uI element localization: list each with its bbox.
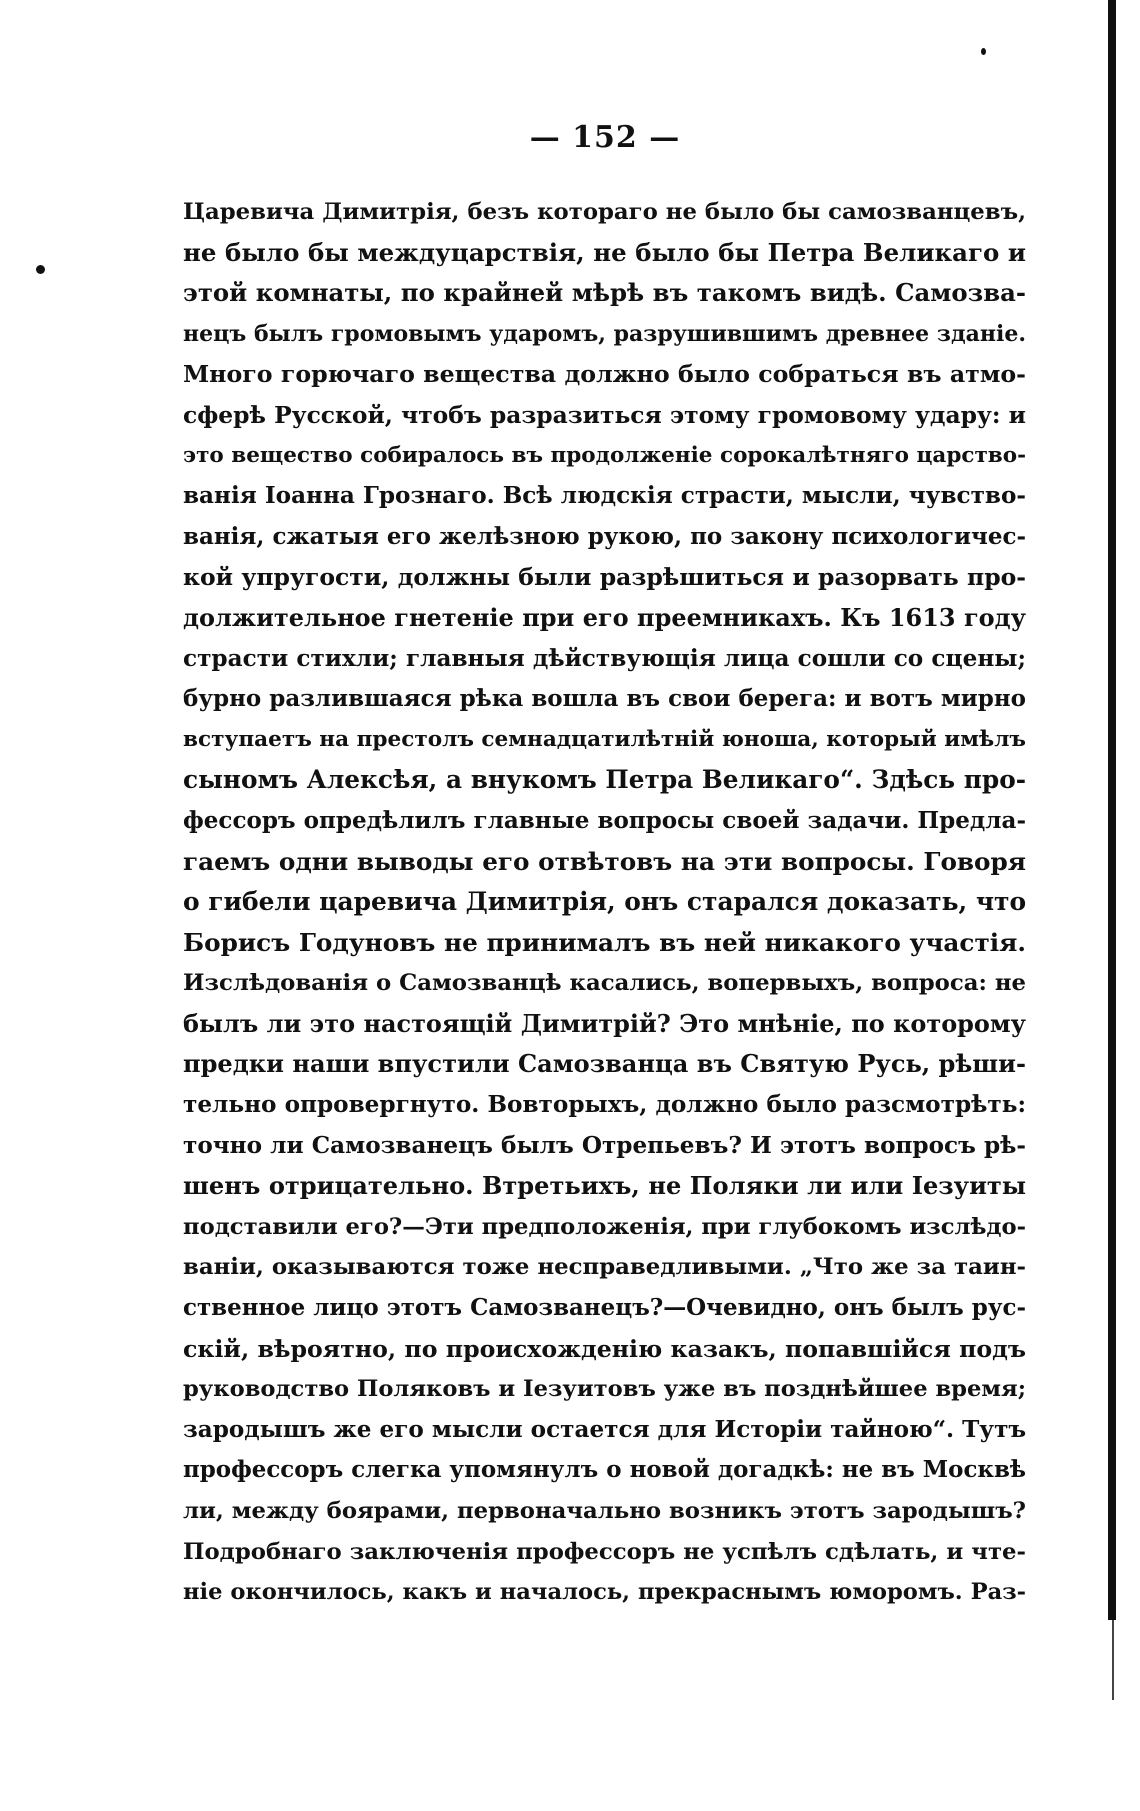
text-line: ственное лицо этотъ Самозванецъ?—Очевидно, онъ былъ рус- — [183, 1294, 1026, 1322]
text-line: Много горючаго вещества должно было собраться въ атмо- — [183, 360, 1026, 389]
text-line: Изслѣдованія о Самозванцѣ касались, вопервыхъ, вопроса: не — [183, 970, 1026, 997]
text-line: Подробнаго заключенія профессоръ не успѣлъ сдѣлать, и чте- — [183, 1538, 1026, 1565]
text-line: ли, между боярами, первоначально возникъ этотъ зародышъ? — [183, 1498, 1026, 1524]
text-line: Борисъ Годуновъ не принималъ въ ней никакого участія. — [183, 927, 1026, 957]
text-line: это вещество собиралось въ продолженіе сорокалѣтняго царство- — [183, 442, 1026, 468]
text-line: фессоръ опредѣлилъ главные вопросы своей задачи. Предла- — [183, 806, 1026, 834]
text-line: Царевича Димитрія, безъ котораго не было бы самозванцевъ, — [183, 199, 1026, 225]
text-line: не было бы междуцарствія, не было бы Петра Великаго и — [183, 237, 1026, 267]
body-text — [183, 192, 1026, 1613]
page-edge-rule-thin — [1112, 1620, 1114, 1700]
text-line: сферѣ Русской, чтобъ разразиться этому громовому удару: и — [183, 400, 1026, 429]
text-line: зародышъ же его мысли остается для Исторіи тайною“. Тутъ — [183, 1415, 1026, 1443]
text-line: скій, вѣроятно, по происхожденію казакъ, попавшійся подъ — [183, 1334, 1026, 1363]
text-line: о гибели царевича Димитрія, онъ старался доказать, что — [183, 887, 1026, 917]
page-edge-rule — [1108, 0, 1116, 1620]
text-line: должительное гнетеніе при его преемникахъ. Къ 1613 году — [183, 602, 1026, 632]
text-line: ніе окончилось, какъ и началось, прекраснымъ юморомъ. Раз- — [183, 1579, 1026, 1606]
page-number: — 152 — — [529, 120, 681, 155]
text-line: былъ ли это настоящій Димитрій? Это мнѣніе, по которому — [183, 1009, 1026, 1038]
text-line: шенъ отрицательно. Втретьихъ, не Поляки ли или Іезуиты — [183, 1171, 1026, 1201]
text-line: руководство Поляковъ и Іезуитовъ уже въ позднѣйшее время; — [183, 1376, 1026, 1403]
text-line: ванія Іоанна Грознаго. Всѣ людскія страсти, мысли, чувство- — [183, 482, 1026, 510]
text-line: ванія, сжатыя его желѣзною рукою, по закону психологичес- — [183, 522, 1026, 550]
text-line: кой упругости, должны были разрѣшиться и разорвать про- — [183, 563, 1026, 592]
text-line: профессоръ слегка упомянулъ о новой догадкѣ: не въ Москвѣ — [183, 1456, 1026, 1484]
text-line: подставили его?—Эти предположенія, при глубокомъ изслѣдо- — [183, 1213, 1026, 1240]
text-line: нецъ былъ громовымъ ударомъ, разрушившимъ древнее зданіе. — [183, 320, 1026, 347]
text-line: вступаетъ на престолъ семнадцатилѣтній юноша, который имѣлъ — [183, 726, 1026, 752]
text-line: этой комнаты, по крайней мѣрѣ въ такомъ видѣ. Самозва- — [183, 278, 1026, 308]
text-line: страсти стихли; главныя дѣйствующія лица сошли со сцены; — [183, 644, 1026, 672]
text-line: бурно разлившаяся рѣка вошла въ свои берега: и вотъ мирно — [183, 685, 1026, 713]
ink-speck — [981, 48, 986, 55]
text-line: ваніи, оказываются тоже несправедливыми. „Что же за таин- — [183, 1254, 1026, 1281]
text-line: точно ли Самозванецъ былъ Отрепьевъ? И этотъ вопросъ рѣ- — [183, 1131, 1026, 1159]
text-line: предки наши впустили Самозванца въ Святую Русь, рѣши- — [183, 1049, 1026, 1079]
ink-speck — [36, 265, 45, 274]
text-line: сыномъ Алексѣя, а внукомъ Петра Великаго“. Здѣсь про- — [183, 765, 1026, 795]
text-line: тельно опровергнуто. Вовторыхъ, должно было разсмотрѣть: — [183, 1091, 1026, 1119]
text-line: гаемъ одни выводы его отвѣтовъ на эти вопросы. Говоря — [183, 846, 1026, 876]
